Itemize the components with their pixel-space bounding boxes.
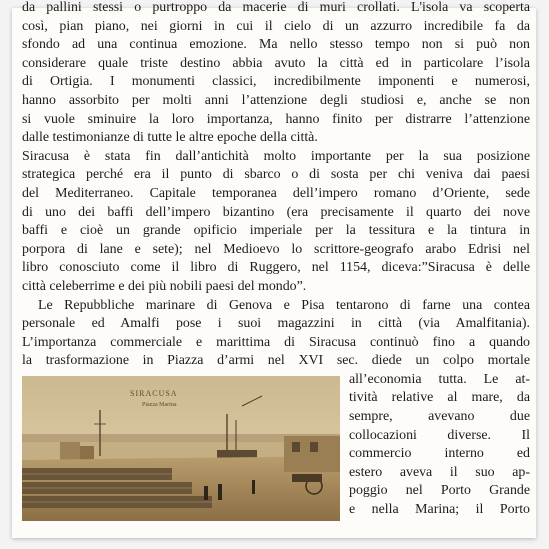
side-text-column <box>349 371 530 520</box>
text-line: commercio interno ed <box>349 446 530 462</box>
text-line: poggio nel Porto Grande <box>349 483 530 499</box>
text-line: di uno dei baffi dell’impero bizantino (era precisamente il quarto dei nove <box>22 204 530 220</box>
text-line: personale ed Amalfi pose i suoi magazzini in città (via Amalfitania). <box>22 316 530 332</box>
text-line: la trasformazione in Piazza d’armi nel XVI sec. diede un colpo mortale <box>22 353 530 369</box>
text-line: hanno assorbito per molti anni l’attenzione degli studiosi e, anche se non <box>22 92 530 108</box>
text-line: sempre, avevano due <box>349 409 530 425</box>
text-line: città celeberrime e dei più nobili paesi del mondo”. <box>22 278 307 294</box>
text-line: Le Repubbliche marinare di Genova e Pisa tentarono di farne una contea <box>38 297 530 313</box>
text-line: Siracusa è stata fin dall’antichità molto importante per la sua posizione <box>22 148 530 164</box>
postcard-subtitle: Piazza Marina <box>142 401 177 408</box>
text-line: all’economia tutta. Le at- <box>349 371 530 387</box>
text-line: da pallini stessi o purtroppo da macerie di muri crollati. L'isola va scoperta <box>22 0 530 15</box>
text-line: di Ortigia. I monumenti classici, incredibilmente imponenti e numerosi, <box>22 74 530 90</box>
text-line: sfondo ad una continua emozione. Ma nello stesso tempo non si può non <box>22 37 530 53</box>
text-line: libro conosciuto come il libro di Ruggero, nel 1154, diceva:”Siracusa è delle <box>22 260 530 276</box>
text-line: considerare quale triste destino abbia avuto la città ed in particolare l’isola <box>22 55 530 71</box>
photo-row <box>22 371 530 521</box>
text-line: L’importanza commerciale e marittima di Siracusa continuò fino a quando <box>22 334 530 350</box>
text-line: dalle testimonianze di tutte le altre epoche della città. <box>22 130 318 146</box>
historic-postcard-photo <box>22 376 340 521</box>
body-text <box>22 0 530 521</box>
harbor-photo-image <box>22 376 340 521</box>
postcard-title: SIRACUSA <box>130 388 178 398</box>
text-line: collocazioni diverse. Il <box>349 427 530 443</box>
text-line: porpora di lane e sete); nel Medioevo lo scrittore-geografo arabo Edrisi nel <box>22 241 530 257</box>
text-line: baffi e cioè un grande opificio imperiale per la tessitura e la tintura in <box>22 223 530 239</box>
document-page <box>12 0 536 538</box>
text-line: tività relative al mare, da <box>349 390 530 406</box>
text-line: così, pian piano, nei giorni in cui il cielo di un azzurro incredibile fa da <box>22 18 530 34</box>
text-line: e nella Marina; il Porto <box>349 502 530 518</box>
text-line: estero aveva il suo ap- <box>349 464 530 480</box>
text-line: del Mediterraneo. Capitale temporanea dell’impero romano d’Oriente, sede <box>22 185 530 201</box>
text-line: si vuole sminuire la loro importanza, hanno finito per distrarre l’attenzione <box>22 111 530 127</box>
text-line: strategica perché era il punto di sbarco o di sosta per chi veniva dai paesi <box>22 167 530 183</box>
